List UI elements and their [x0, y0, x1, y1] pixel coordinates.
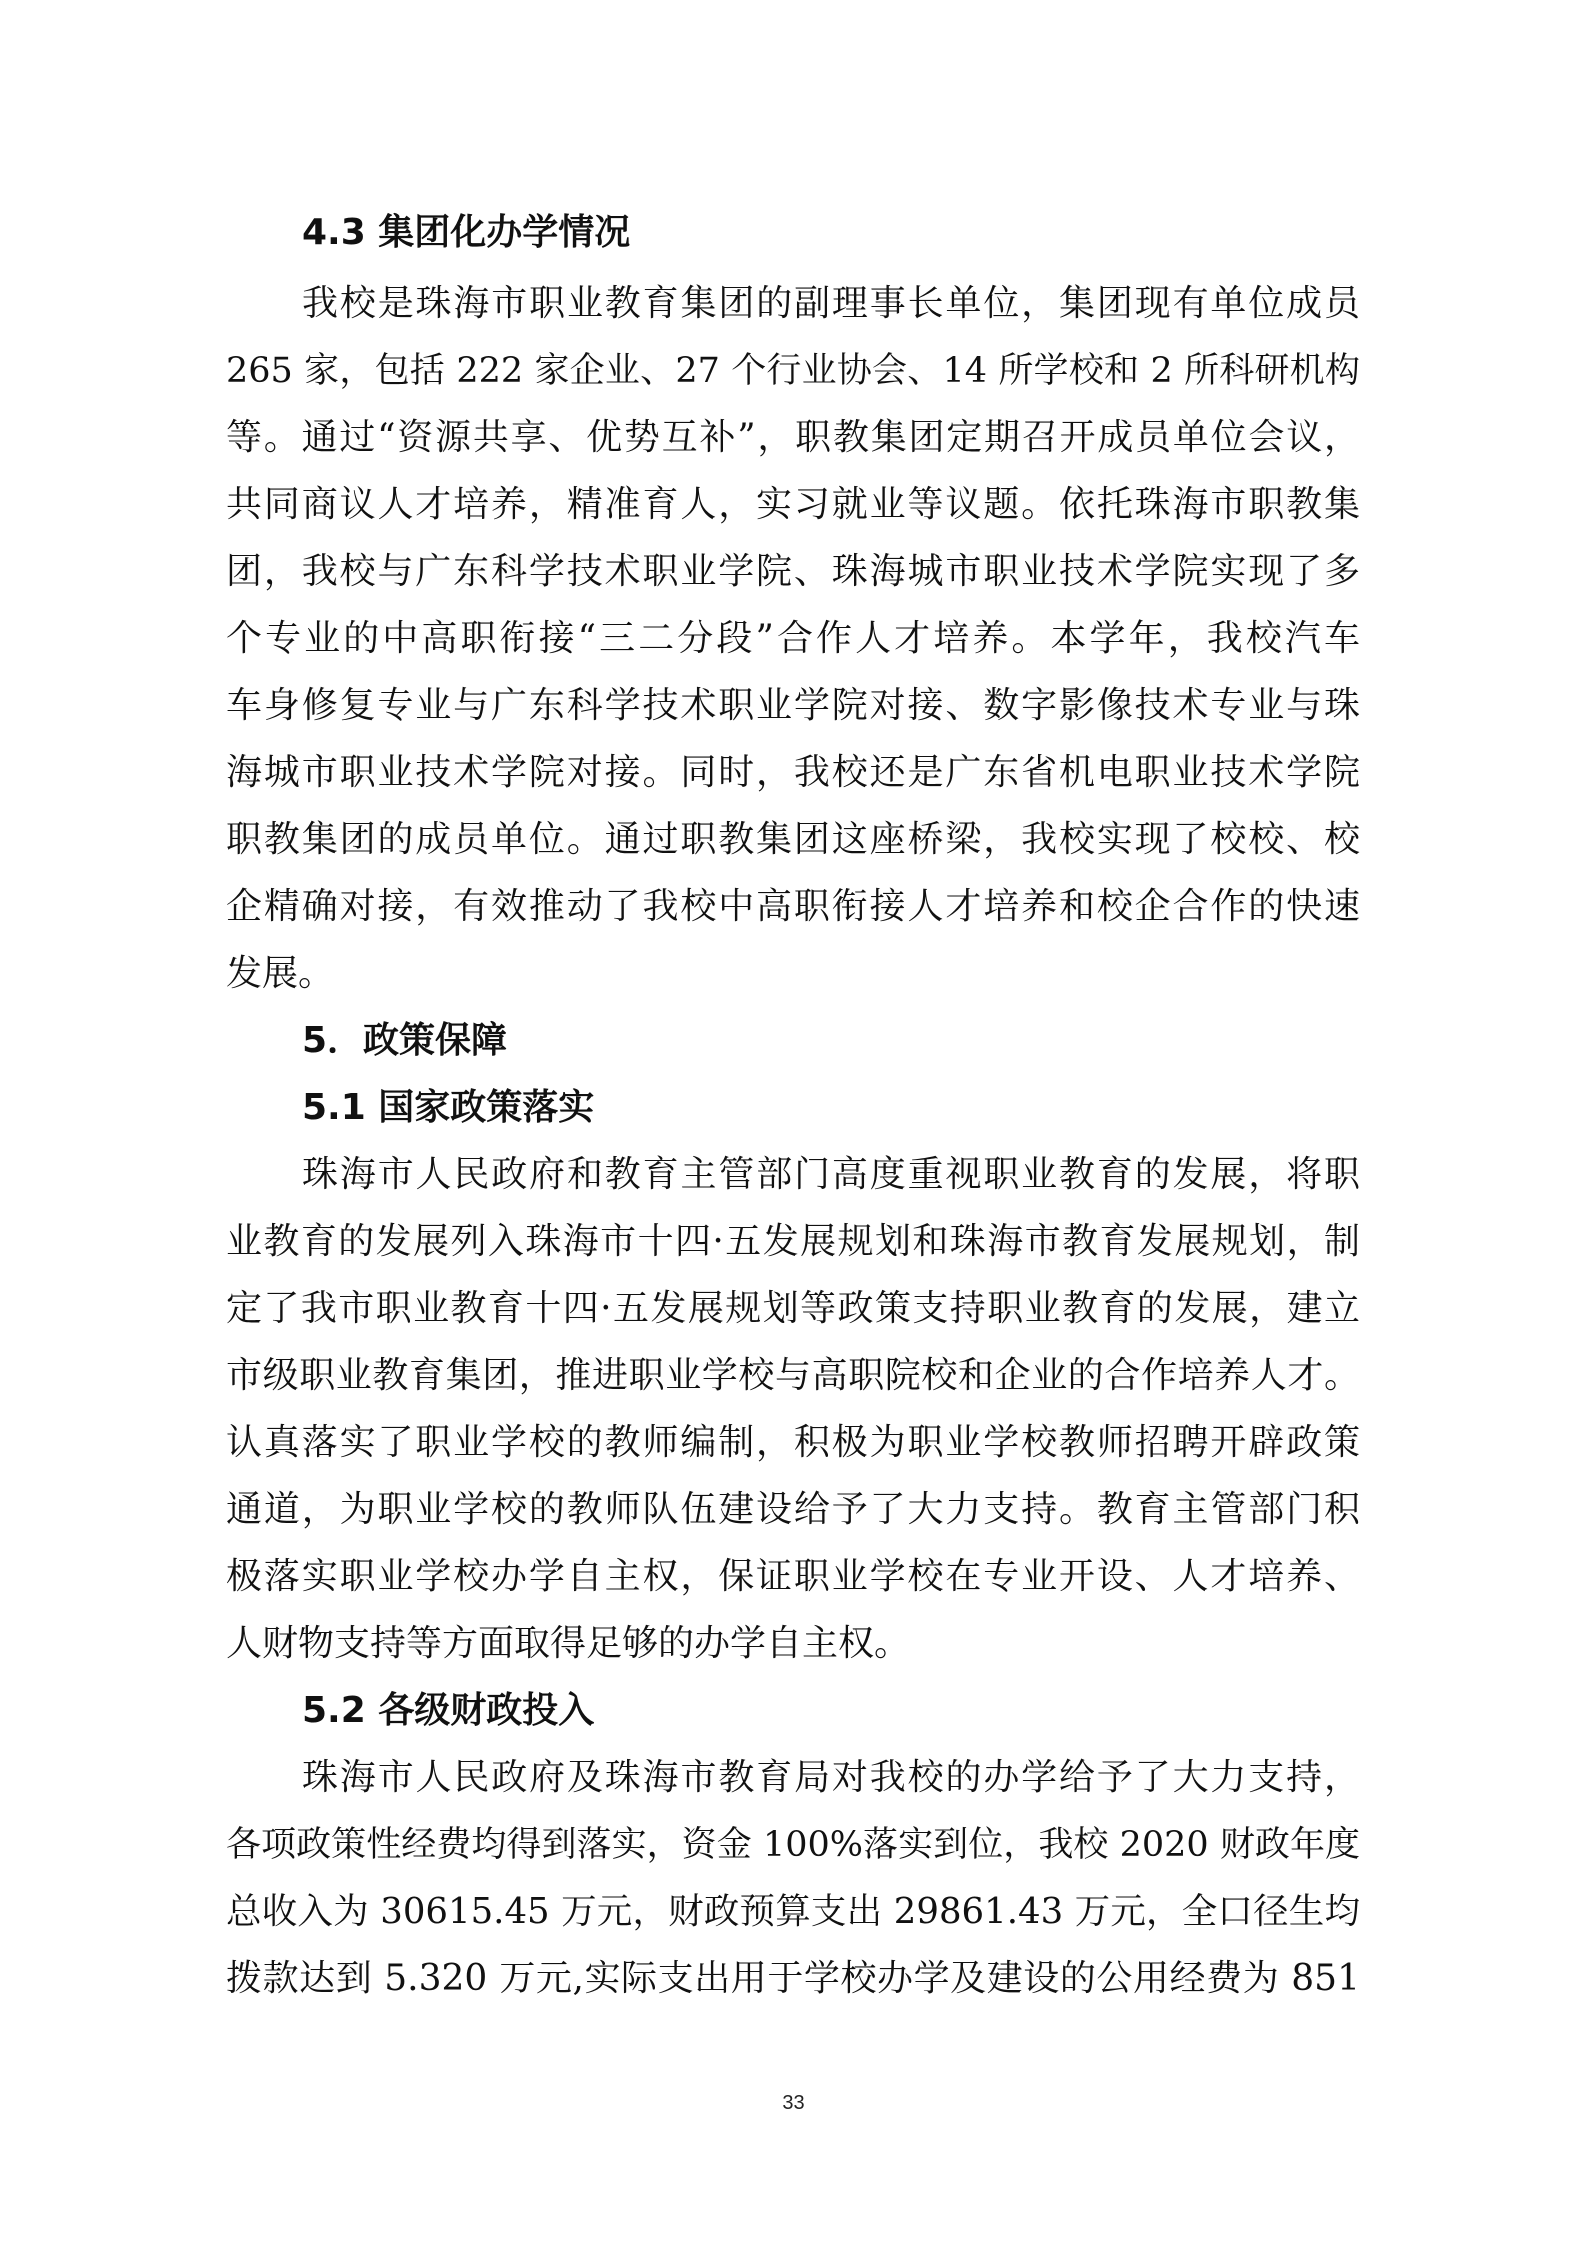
section-heading-5-2: 5.2 各级财政投入 — [302, 1690, 595, 1731]
page-number: 33 — [782, 2092, 805, 2114]
paragraph-line: 业教育的发展列入珠海市十四·五发展规划和珠海市教育发展规划，制 — [226, 1221, 1360, 1262]
paragraph-line: 等。通过“资源共享、优势互补”，职教集团定期召开成员单位会议， — [226, 417, 1360, 458]
paragraph-line: 海城市职业技术学院对接。同时，我校还是广东省机电职业技术学院 — [226, 752, 1360, 793]
paragraph-line: 共同商议人才培养，精准育人，实习就业等议题。依托珠海市职教集 — [226, 484, 1360, 525]
paragraph-line: 个专业的中高职衔接“三二分段”合作人才培养。本学年，我校汽车 — [226, 618, 1360, 659]
paragraph-line: 车身修复专业与广东科学技术职业学院对接、数字影像技术专业与珠 — [226, 685, 1360, 726]
paragraph-line: 珠海市人民政府及珠海市教育局对我校的办学给予了大力支持， — [302, 1757, 1360, 1798]
paragraph-line: 团，我校与广东科学技术职业学院、珠海城市职业技术学院实现了多 — [226, 551, 1360, 592]
paragraph-line: 拨款达到 5.320 万元,实际支出用于学校办学及建设的公用经费为 851 — [226, 1958, 1360, 1999]
paragraph-line: 职教集团的成员单位。通过职教集团这座桥梁，我校实现了校校、校 — [226, 819, 1360, 860]
paragraph-line: 通道，为职业学校的教师队伍建设给予了大力支持。教育主管部门积 — [226, 1489, 1360, 1530]
paragraph-line: 各项政策性经费均得到落实，资金 100%落实到位，我校 2020 财政年度 — [226, 1825, 1360, 1865]
section-heading-5-1: 5.1 国家政策落实 — [302, 1087, 595, 1128]
section-heading-4-3: 4.3 集团化办学情况 — [302, 212, 631, 253]
paragraph-line: 企精确对接，有效推动了我校中高职衔接人才培养和校企合作的快速 — [226, 886, 1360, 927]
paragraph-line: 发展。 — [226, 953, 335, 994]
paragraph-line: 总收入为 30615.45 万元，财政预算支出 29861.43 万元，全口径生均 — [226, 1891, 1360, 1932]
paragraph-line: 认真落实了职业学校的教师编制，积极为职业学校教师招聘开辟政策 — [226, 1422, 1360, 1463]
paragraph-line: 265 家，包括 222 家企业、27 个行业协会、14 所学校和 2 所科研机构 — [226, 351, 1360, 391]
paragraph-line: 定了我市职业教育十四·五发展规划等政策支持职业教育的发展，建立 — [226, 1288, 1360, 1329]
section-heading-5: 5．政策保障 — [302, 1020, 508, 1061]
paragraph-line: 人财物支持等方面取得足够的办学自主权。 — [226, 1623, 911, 1664]
paragraph-line: 市级职业教育集团，推进职业学校与高职院校和企业的合作培养人才。 — [226, 1355, 1360, 1396]
paragraph-line: 我校是珠海市职业教育集团的副理事长单位，集团现有单位成员 — [302, 283, 1360, 324]
paragraph-line: 珠海市人民政府和教育主管部门高度重视职业教育的发展，将职 — [302, 1154, 1360, 1195]
paragraph-line: 极落实职业学校办学自主权，保证职业学校在专业开设、人才培养、 — [226, 1556, 1360, 1597]
